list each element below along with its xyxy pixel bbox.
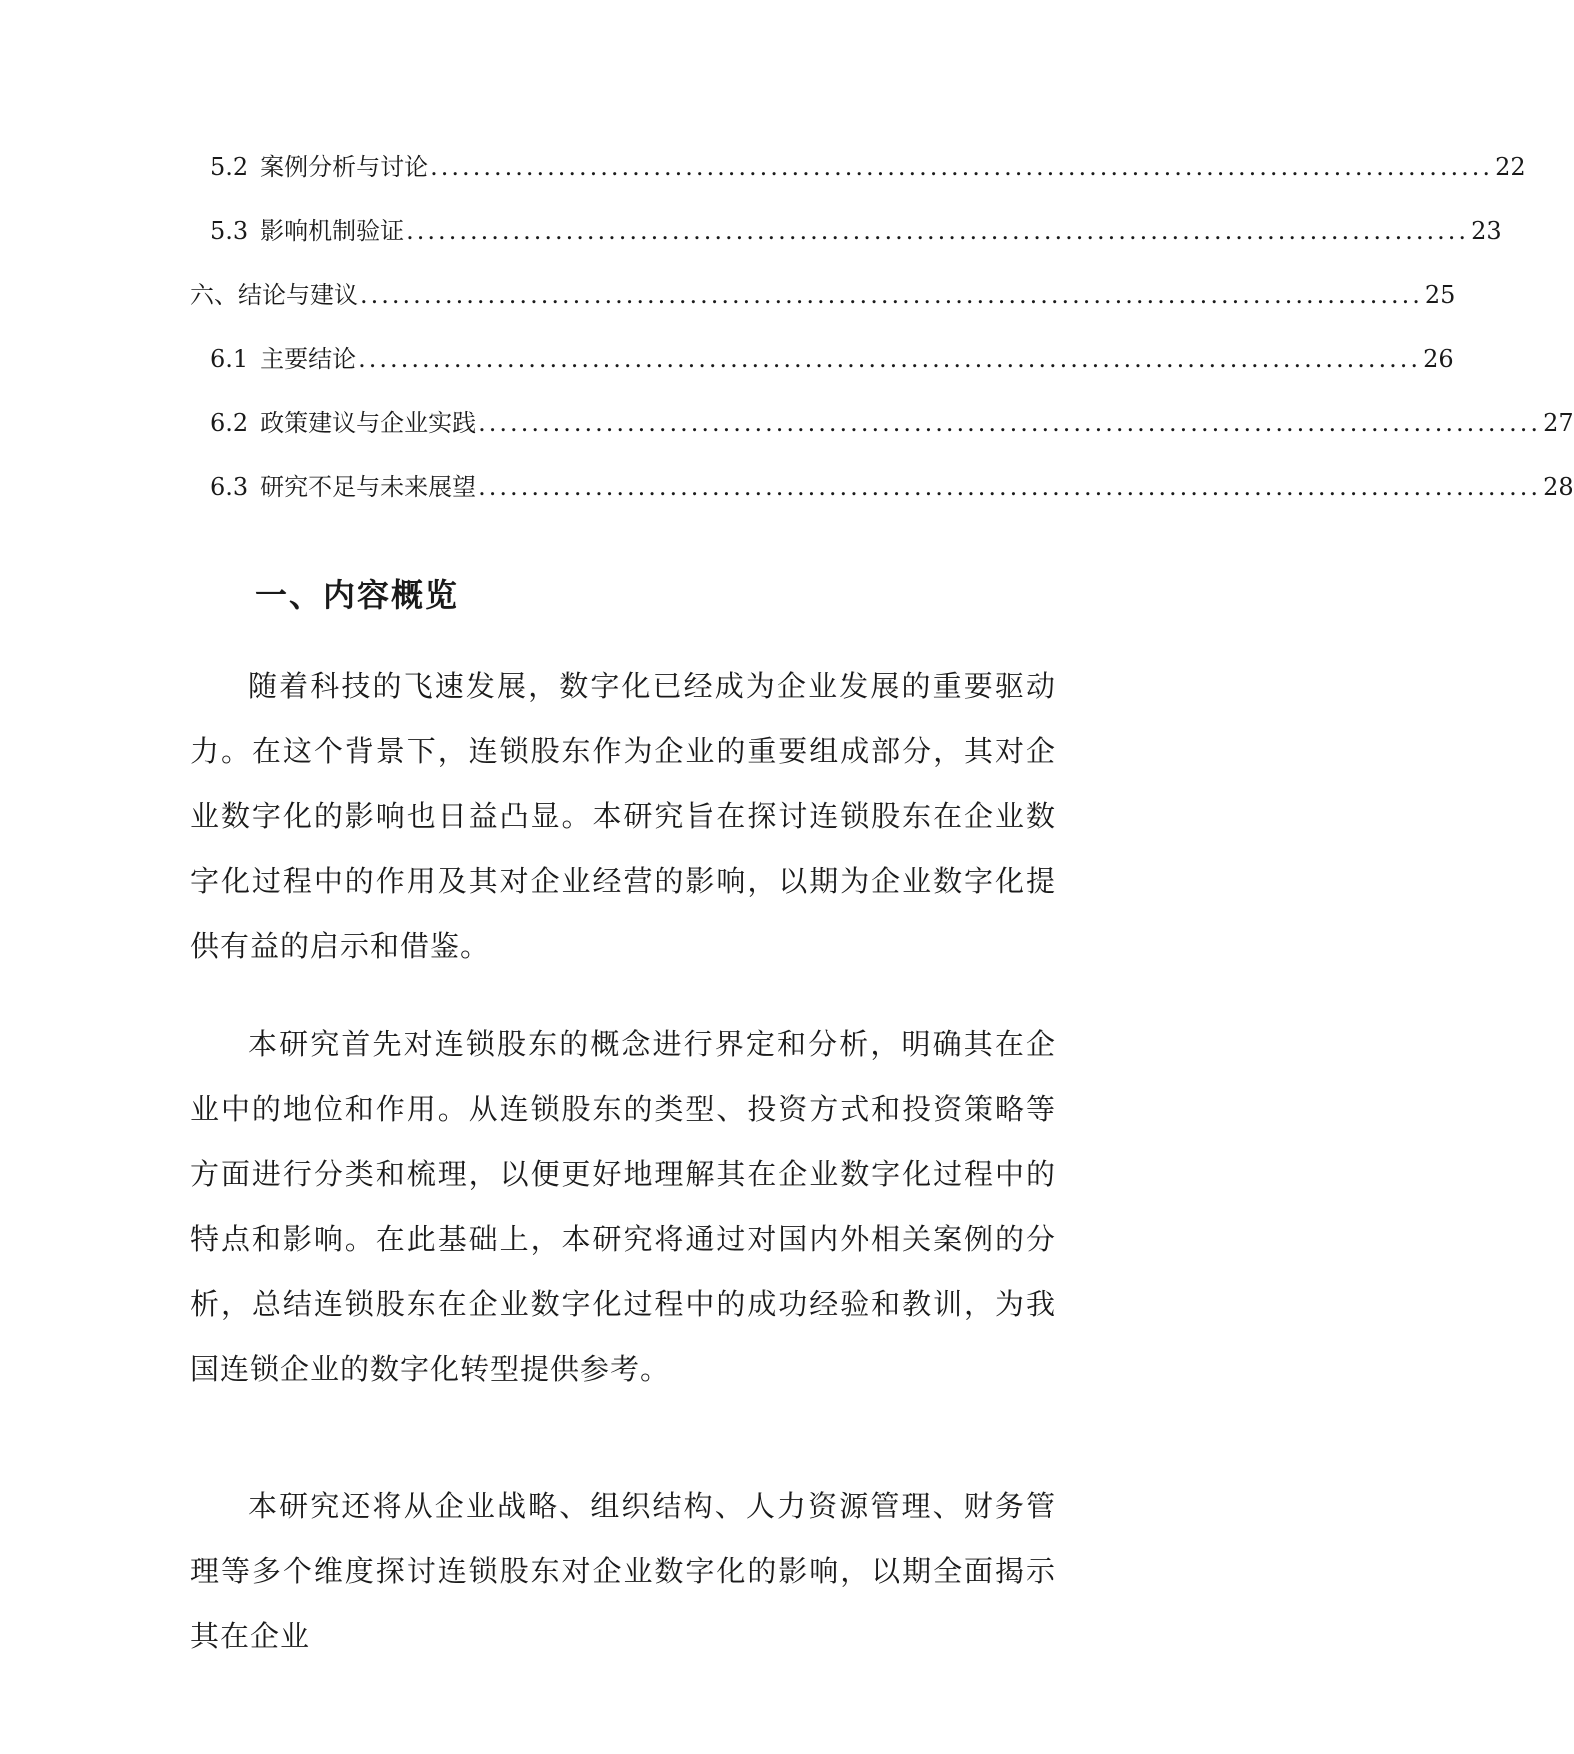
toc-entry-chapter-6[interactable]	[190, 278, 1456, 312]
toc-page-number: 26	[1423, 345, 1454, 373]
toc-page-number: 28	[1543, 473, 1574, 501]
paragraph-2: 本研究首先对连锁股东的概念进行界定和分析，明确其在企业中的地位和作用。从连锁股东的类型、投资方式和投资策略等方面进行分类和梳理，以便更好地理解其在企业数字化过程中的特点和影响。在此基础上，本研究将通过对国内外相关案例的分析，总结连锁股东在企业数字化过程中的成功经验和教训，为我国连锁企业的数字化转型提供参考。	[190, 1027, 1056, 1386]
toc-page-number: 22	[1495, 153, 1526, 181]
toc-title: 主要结论	[260, 345, 357, 373]
toc-number: 5.2	[210, 153, 249, 181]
toc-entry-6-2[interactable]	[210, 406, 1574, 440]
toc-page-number: 23	[1471, 217, 1502, 245]
toc-title: 六、结论与建议	[190, 281, 358, 309]
toc-title: 案例分析与讨论	[260, 153, 429, 181]
toc-leader: ....................................................................................................	[478, 473, 1542, 501]
toc-leader: ....................................................................................................	[358, 345, 1422, 373]
toc-title: 影响机制验证	[260, 217, 405, 245]
toc-entry-5-2[interactable]	[210, 150, 1526, 184]
toc-title: 政策建议与企业实践	[260, 409, 477, 437]
paragraph-1: 随着科技的飞速发展，数字化已经成为企业发展的重要驱动力。在这个背景下，连锁股东作为企业的重要组成部分，其对企业数字化的影响也日益凸显。本研究旨在探讨连锁股东在企业数字化过程中的作用及其对企业经营的影响，以期为企业数字化提供有益的启示和借鉴。	[190, 669, 1056, 963]
toc-title: 研究不足与未来展望	[260, 473, 477, 501]
toc-entry-5-3[interactable]	[210, 214, 1502, 248]
toc-leader: ....................................................................................................	[478, 409, 1542, 437]
toc-number: 6.1	[210, 345, 249, 373]
section-heading: 一、内容概览	[255, 576, 460, 614]
toc-page-number: 25	[1424, 281, 1456, 309]
toc-number: 5.3	[210, 217, 249, 245]
toc-entry-6-1[interactable]	[210, 342, 1454, 376]
toc-number: 6.3	[210, 473, 249, 501]
toc-leader: ....................................................................................................	[430, 153, 1494, 181]
toc-entry-6-3[interactable]	[210, 470, 1574, 504]
toc-leader: ....................................................................................................	[406, 217, 1470, 245]
paragraph-3: 本研究还将从企业战略、组织结构、人力资源管理、财务管理等多个维度探讨连锁股东对企业数字化的影响，以期全面揭示其在企业	[190, 1489, 1056, 1653]
toc-leader: ....................................................................................................	[360, 281, 1423, 309]
toc-number: 6.2	[210, 409, 249, 437]
toc-page-number: 27	[1543, 409, 1574, 437]
